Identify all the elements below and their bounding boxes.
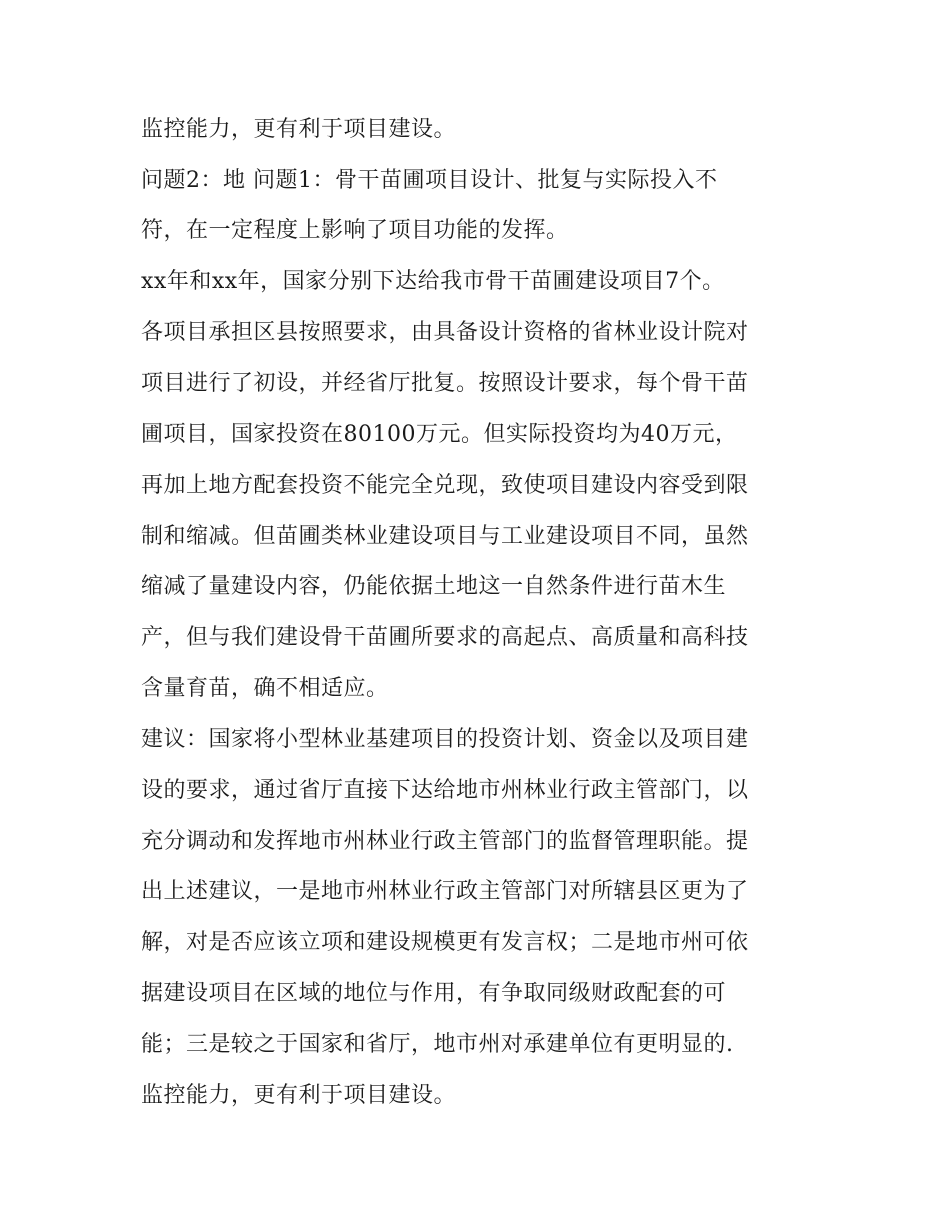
- text-line: 产，但与我们建设骨干苗圃所要求的高起点、高质量和高科技: [141, 625, 749, 650]
- text-line: 再加上地方配套投资不能完全兑现，致使项目建设内容受到限: [141, 473, 749, 498]
- text-line: 含量育苗，确不相适应。: [141, 676, 389, 701]
- text-line: 项目进行了初设，并经省厅批复。按照设计要求，每个骨干苗: [141, 371, 749, 396]
- text-line: 能；三是较之于国家和省厅，地市州对承建单位有更明显的.: [141, 1032, 734, 1057]
- text-line: 建议：国家将小型林业基建项目的投资计划、资金以及项目建: [141, 727, 749, 752]
- text-line: xx年和xx年，国家分别下达给我市骨干苗圃建设项目7个。: [141, 269, 725, 294]
- text-line: 缩减了量建设内容，仍能依据土地这一自然条件进行苗木生: [141, 574, 727, 599]
- text-line: 出上述建议，一是地市州林业行政主管部门对所辖县区更为了: [141, 879, 749, 904]
- text-line: 充分调动和发挥地市州林业行政主管部门的监督管理职能。提: [141, 829, 749, 854]
- text-line: 设的要求，通过省厅直接下达给地市州林业行政主管部门，以: [141, 778, 749, 803]
- text-line: 解，对是否应该立项和建设规模更有发言权；二是地市州可依: [141, 930, 749, 955]
- text-line: 各项目承担区县按照要求，由具备设计资格的省林业设计院对: [141, 320, 749, 345]
- text-line: 监控能力，更有利于项目建设。: [141, 1083, 457, 1108]
- text-line: 制和缩减。但苗圃类林业建设项目与工业建设项目不同，虽然: [141, 524, 749, 549]
- text-line: 圃项目，国家投资在80100万元。但实际投资均为40万元，: [141, 422, 738, 447]
- text-line: 监控能力，更有利于项目建设。: [141, 117, 457, 142]
- text-line: 据建设项目在区域的地位与作用，有争取同级财政配套的可: [141, 981, 727, 1006]
- text-line: 符，在一定程度上影响了项目功能的发挥。: [141, 218, 569, 243]
- text-line: 问题2：地 问题1：骨干苗圃项目设计、批复与实际投入不: [141, 168, 718, 193]
